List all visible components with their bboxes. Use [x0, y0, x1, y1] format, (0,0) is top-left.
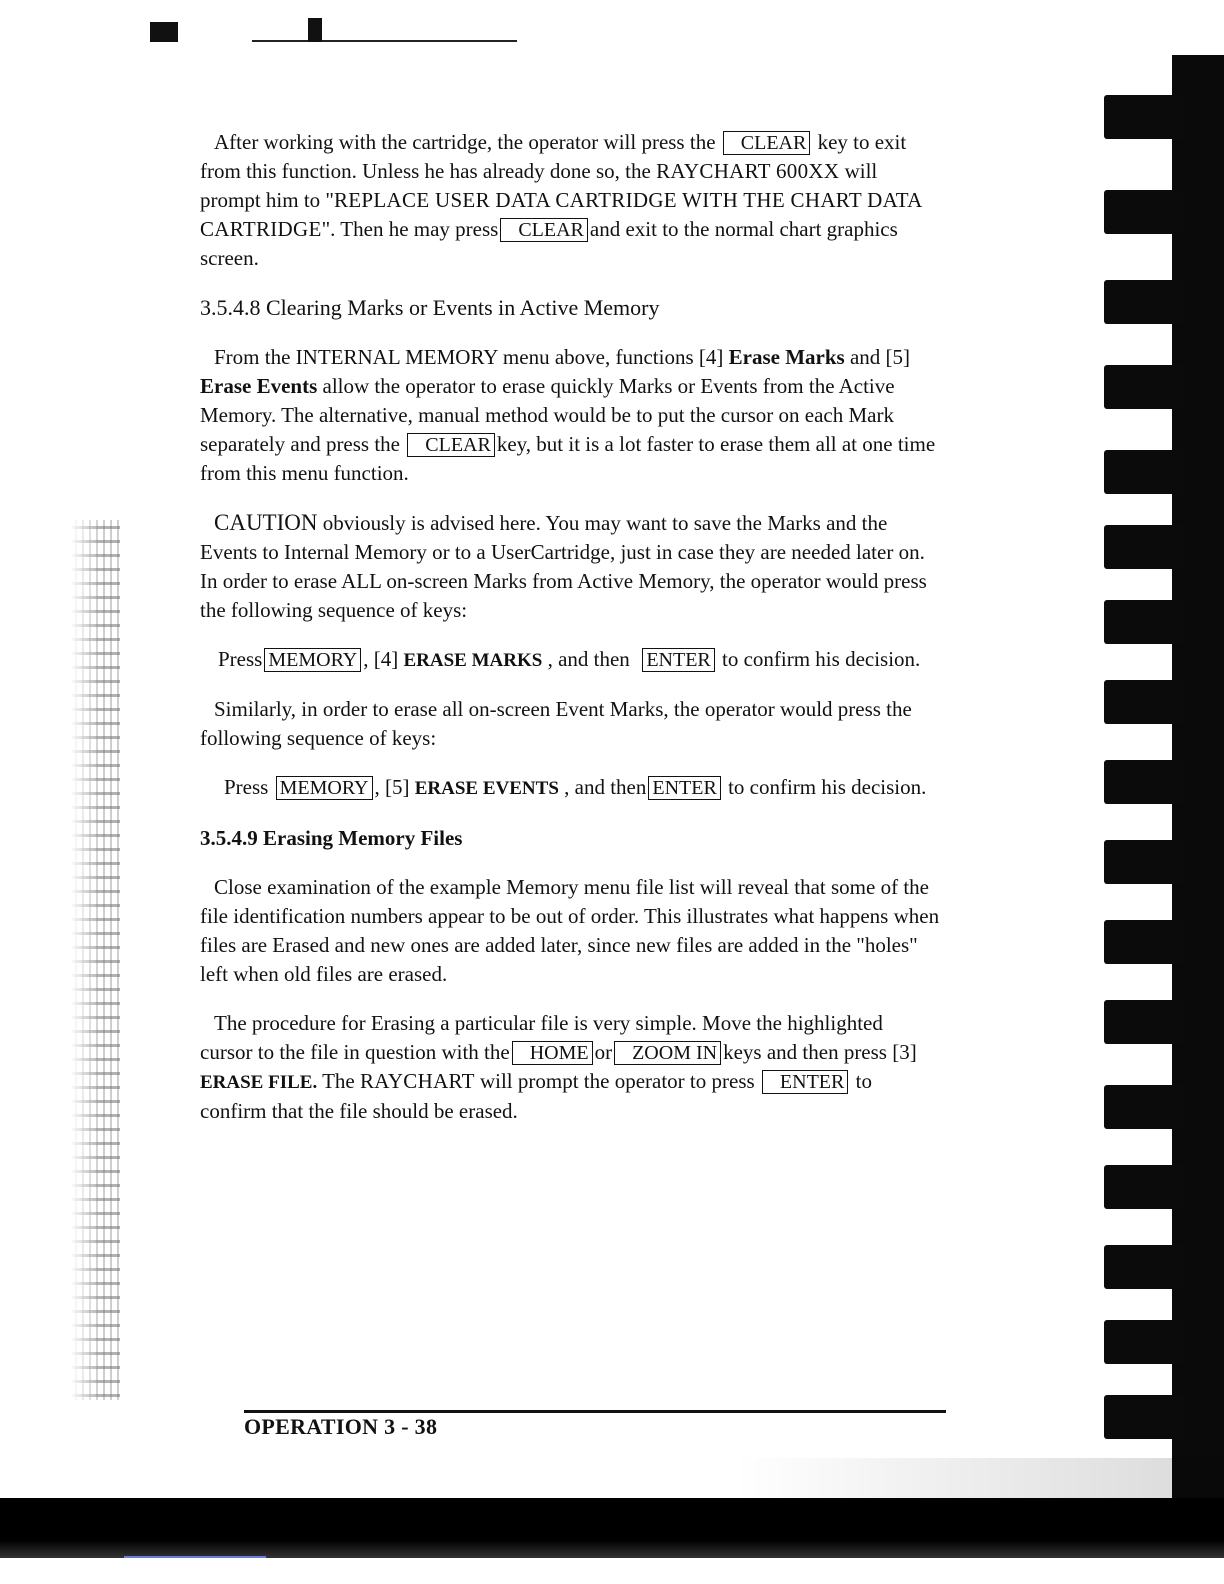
text: to confirm his decision.	[722, 647, 921, 671]
scan-mark-left	[150, 22, 178, 42]
text: key to exit from this function. Unless he has already done so, the	[200, 130, 907, 183]
page-body	[200, 128, 940, 1126]
text: to confirm that the file should be erased.	[200, 1069, 872, 1123]
paragraph-erasing-procedure	[200, 1009, 940, 1126]
footer-section: OPERATION	[244, 1414, 379, 1439]
text: will prompt him to "	[200, 159, 878, 212]
section-heading-3-5-4-9: 3.5.4.9 Erasing Memory Files	[200, 826, 463, 850]
command-text: Erase Events	[200, 374, 318, 398]
text: , and then	[547, 647, 630, 671]
text: , [4]	[363, 647, 399, 671]
prompt-text: REPLACE USER DATA CARTRIDGE WITH THE CHART DATA CARTRIDGE	[200, 188, 922, 241]
paragraph-clearing-marks	[200, 343, 940, 488]
paragraph-cartridge-exit	[200, 128, 940, 273]
text: obviously is advised here. You may want to save the Marks and the Events to Internal Memory or to a UserCartridge, just in case they are needed later on. In order to erase ALL on-screen Marks from Active Memory, the operator would press the following sequence of keys:	[200, 511, 927, 622]
text: key, but it is a lot faster to erase them all at one time from this menu function.	[200, 432, 936, 485]
key-enter: ENTER	[762, 1070, 848, 1094]
scan-speckle	[70, 520, 120, 1400]
command-text: ERASE MARKS	[403, 650, 543, 671]
binding-ring	[1104, 680, 1184, 724]
key-enter: ENTER	[648, 776, 720, 800]
page-footer	[244, 1414, 437, 1440]
section-heading-3-5-4-8: 3.5.4.8 Clearing Marks or Events in Active Memory	[200, 295, 660, 320]
footer-rule	[244, 1410, 946, 1413]
key-clear: CLEAR	[500, 218, 588, 242]
text: will prompt the operator to press	[479, 1069, 755, 1093]
text: , and then	[564, 775, 647, 799]
command-text: ERASE EVENTS	[414, 778, 559, 799]
scan-mark-center	[308, 18, 322, 42]
key-memory: MEMORY	[276, 776, 373, 800]
binding-ring	[1104, 190, 1184, 234]
binding-ring	[1104, 840, 1184, 884]
scan-blue-line	[124, 1556, 266, 1558]
key-clear: CLEAR	[723, 131, 811, 155]
binding-ring	[1104, 365, 1184, 409]
binding-ring	[1104, 95, 1184, 139]
text: ". Then he may press	[321, 217, 499, 241]
text: and [5]	[849, 345, 911, 369]
instruction-erase-events	[200, 773, 940, 803]
key-clear: CLEAR	[407, 433, 495, 457]
text: The procedure for Erasing a particular file is very simple. Move the highlighted cursor to the file in question with the	[200, 1011, 883, 1064]
key-zoom-in: ZOOM IN	[614, 1041, 721, 1065]
binding-ring	[1104, 450, 1184, 494]
brand-name: RAYCHART 600XX	[656, 159, 840, 183]
binding-ring	[1104, 1395, 1184, 1439]
text: , [5]	[374, 775, 410, 799]
paragraph-similarly: Similarly, in order to erase all on-screen Event Marks, the operator would press the following sequence of keys:	[200, 697, 912, 750]
binding-ring	[1104, 1245, 1184, 1289]
binding-ring	[1104, 1000, 1184, 1044]
brand-name: RAYCHART	[359, 1069, 475, 1093]
binding-ring	[1104, 280, 1184, 324]
text: The	[322, 1069, 355, 1093]
binding-ring	[1104, 1320, 1184, 1364]
text: allow the operator to erase quickly Marks or Events from the Active Memory. The alternative, manual method would be to put the cursor on each Mark separately and press the	[200, 374, 895, 456]
binding-ring	[1104, 920, 1184, 964]
caution-label: CAUTION	[214, 510, 318, 535]
spiral-binding	[1074, 55, 1224, 1515]
paragraph-close-examination: Close examination of the example Memory menu file list will reveal that some of the file identification numbers appear to be out of order. This illustrates what happens when files are Erased and new ones are added later, since new files are added in the "holes" left when old files are erased.	[200, 875, 940, 986]
scan-line-top	[252, 40, 517, 42]
text: or	[594, 1040, 613, 1064]
key-memory: MEMORY	[264, 648, 361, 672]
text: From the INTERNAL MEMORY menu above, functions [4]	[214, 345, 724, 369]
binding-ring	[1104, 525, 1184, 569]
text: Press	[224, 775, 269, 799]
command-text: Erase Marks	[728, 345, 845, 369]
text: to confirm his decision.	[728, 775, 927, 799]
scan-shadow-bottom	[0, 1498, 1224, 1558]
text: After working with the cartridge, the operator will press the	[214, 130, 716, 154]
text: Press	[218, 647, 263, 671]
instruction-erase-marks	[200, 645, 940, 675]
key-home: HOME	[512, 1041, 593, 1065]
paragraph-caution	[200, 508, 940, 625]
key-enter: ENTER	[642, 648, 714, 672]
binding-ring	[1104, 760, 1184, 804]
footer-page-number: 3 - 38	[384, 1414, 438, 1439]
text: keys and then press [3]	[723, 1040, 917, 1064]
binding-ring	[1104, 1085, 1184, 1129]
text: and exit to the normal chart graphics screen.	[200, 217, 898, 270]
binding-ring	[1104, 600, 1184, 644]
binding-ring	[1104, 1165, 1184, 1209]
command-text: ERASE FILE.	[200, 1072, 318, 1093]
